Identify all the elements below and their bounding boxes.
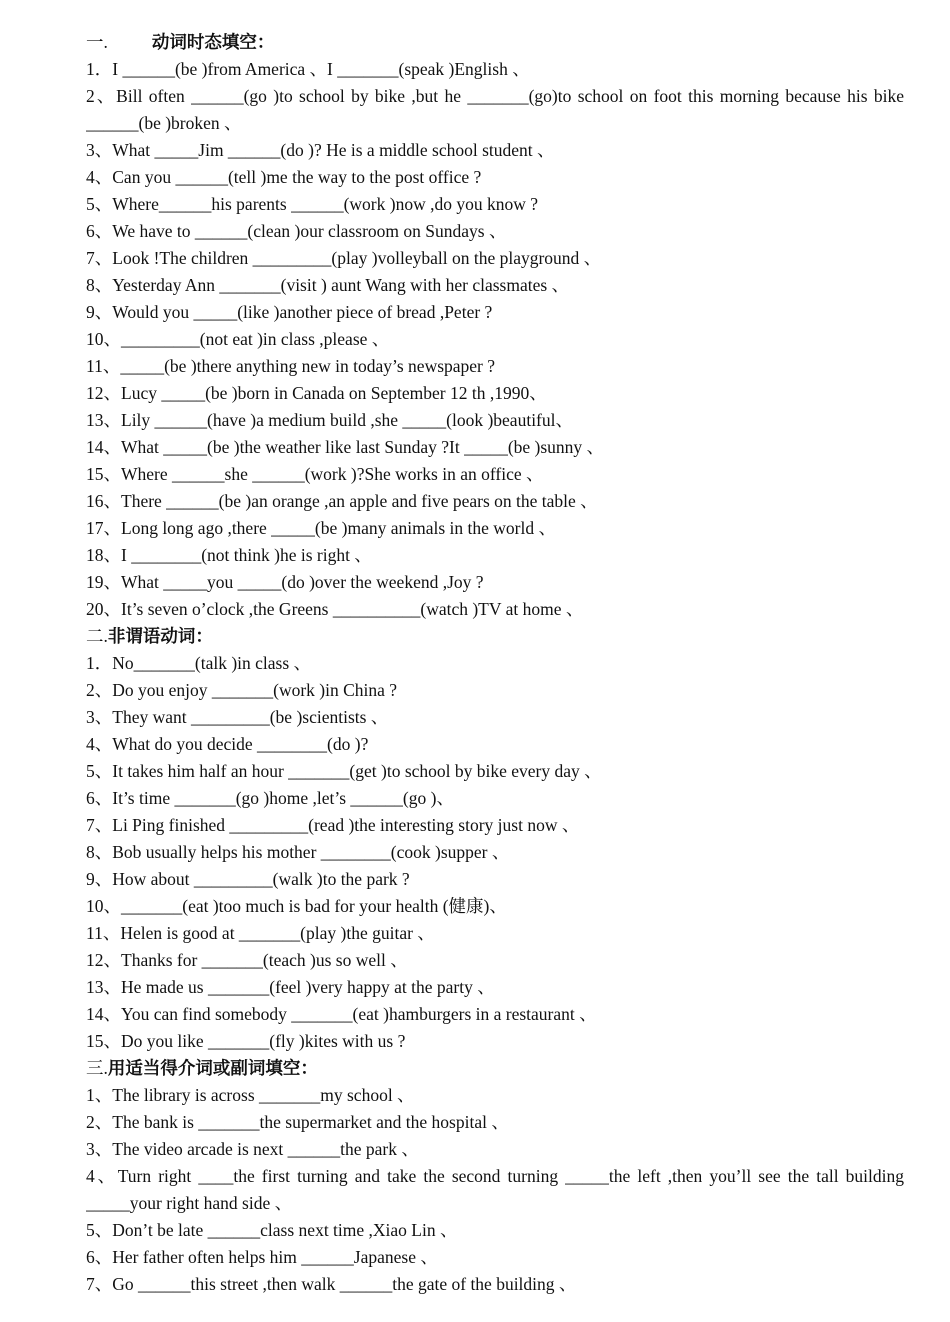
question-2-10: 10、_______(eat )too much is bad for your health (健康)、 — [86, 896, 507, 916]
question-2-2: 2、Do you enjoy _______(work )in China ? — [86, 680, 398, 700]
question-3-7: 7、Go ______this street ,then walk ______the gate of the building 、 — [86, 1274, 577, 1294]
section-3-number: 三. — [86, 1058, 108, 1078]
question-2-5: 5、It takes him half an hour _______(get )to school by bike every day 、 — [86, 761, 602, 781]
section-1-heading — [86, 29, 904, 56]
question-1-2: 2、Bill often ______(go )to school by bike ,but he _______(go)to school on foot this morning because his bike ______(be )broken 、 — [86, 86, 904, 133]
question-2-4: 4、What do you decide ________(do )? — [86, 734, 369, 754]
worksheet — [86, 29, 904, 1298]
question-1-20: 20、It’s seven o’clock ,the Greens __________(watch )TV at home 、 — [86, 599, 584, 619]
question-2-1: 1．No_______(talk )in class 、 — [86, 653, 312, 673]
question-1-19: 19、What _____you _____(do )over the weekend ,Joy ? — [86, 572, 484, 592]
section-2-heading — [86, 623, 904, 650]
question-2-15: 15、Do you like _______(fly )kites with us ? — [86, 1031, 406, 1051]
question-3-4: 4、Turn right ____the first turning and take the second turning _____the left ,then you’ll see the tall building _____your right hand side 、 — [86, 1166, 904, 1213]
question-2-3: 3、They want _________(be )scientists 、 — [86, 707, 389, 727]
question-1-8: 8、Yesterday Ann _______(visit ) aunt Wang with her classmates 、 — [86, 275, 570, 295]
section-1-title: 动词时态填空： — [151, 32, 275, 52]
question-1-16: 16、There ______(be )an orange ,an apple and five pears on the table 、 — [86, 491, 598, 511]
question-1-18: 18、I ________(not think )he is right 、 — [86, 545, 372, 565]
question-2-11: 11、Helen is good at _______(play )the guitar 、 — [86, 923, 435, 943]
question-3-3: 3、The video arcade is next ______the park 、 — [86, 1139, 419, 1159]
question-1-7: 7、Look !The children _________(play )volleyball on the playground 、 — [86, 248, 602, 268]
question-2-6: 6、It’s time _______(go )home ,let’s ______(go )、 — [86, 788, 454, 808]
question-1-9: 9、Would you _____(like )another piece of bread ,Peter ? — [86, 302, 493, 322]
question-2-14: 14、You can find somebody _______(eat )hamburgers in a restaurant 、 — [86, 1004, 597, 1024]
question-1-15: 15、Where ______she ______(work )?She works in an office 、 — [86, 464, 544, 484]
question-1-11: 11、_____(be )there anything new in today’s newspaper ? — [86, 356, 496, 376]
section-3-heading — [86, 1055, 904, 1082]
question-1-13: 13、Lily ______(have )a medium build ,she _____(look )beautiful、 — [86, 410, 573, 430]
question-1-5: 5、Where______his parents ______(work )now ,do you know ? — [86, 194, 539, 214]
question-1-17: 17、Long long ago ,there _____(be )many animals in the world 、 — [86, 518, 556, 538]
question-1-10: 10、_________(not eat )in class ,please 、 — [86, 329, 390, 349]
question-1-3: 3、What _____Jim ______(do )? He is a middle school student 、 — [86, 140, 555, 160]
question-2-13: 13、He made us _______(feel )very happy at the party 、 — [86, 977, 495, 997]
question-2-9: 9、How about _________(walk )to the park ? — [86, 869, 410, 889]
section-1-number: 一. — [86, 32, 108, 52]
section-3-title: 用适当得介词或副词填空： — [107, 1058, 318, 1078]
question-2-7: 7、Li Ping finished _________(read )the interesting story just now 、 — [86, 815, 580, 835]
question-1-12: 12、Lucy _____(be )born in Canada on September 12 th ,1990、 — [86, 383, 547, 403]
question-1-1: 1．I ______(be )from America 、I _______(speak )English 、 — [86, 59, 530, 79]
question-3-5: 5、Don’t be late ______class next time ,Xiao Lin 、 — [86, 1220, 458, 1240]
section-2-title: 非谓语动词： — [107, 626, 213, 646]
question-1-14: 14、What _____(be )the weather like last Sunday ?It _____(be )sunny 、 — [86, 437, 605, 457]
section-2-number: 二. — [86, 626, 108, 646]
question-3-6: 6、Her father often helps him ______Japanese 、 — [86, 1247, 438, 1267]
question-3-2: 2、The bank is _______the supermarket and the hospital 、 — [86, 1112, 509, 1132]
question-3-1: 1、The library is across _______my school 、 — [86, 1085, 415, 1105]
question-2-12: 12、Thanks for _______(teach )us so well 、 — [86, 950, 408, 970]
question-2-8: 8、Bob usually helps his mother ________(cook )supper 、 — [86, 842, 510, 862]
question-1-6: 6、We have to ______(clean )our classroom on Sundays 、 — [86, 221, 507, 241]
question-1-4: 4、Can you ______(tell )me the way to the post office ? — [86, 167, 482, 187]
